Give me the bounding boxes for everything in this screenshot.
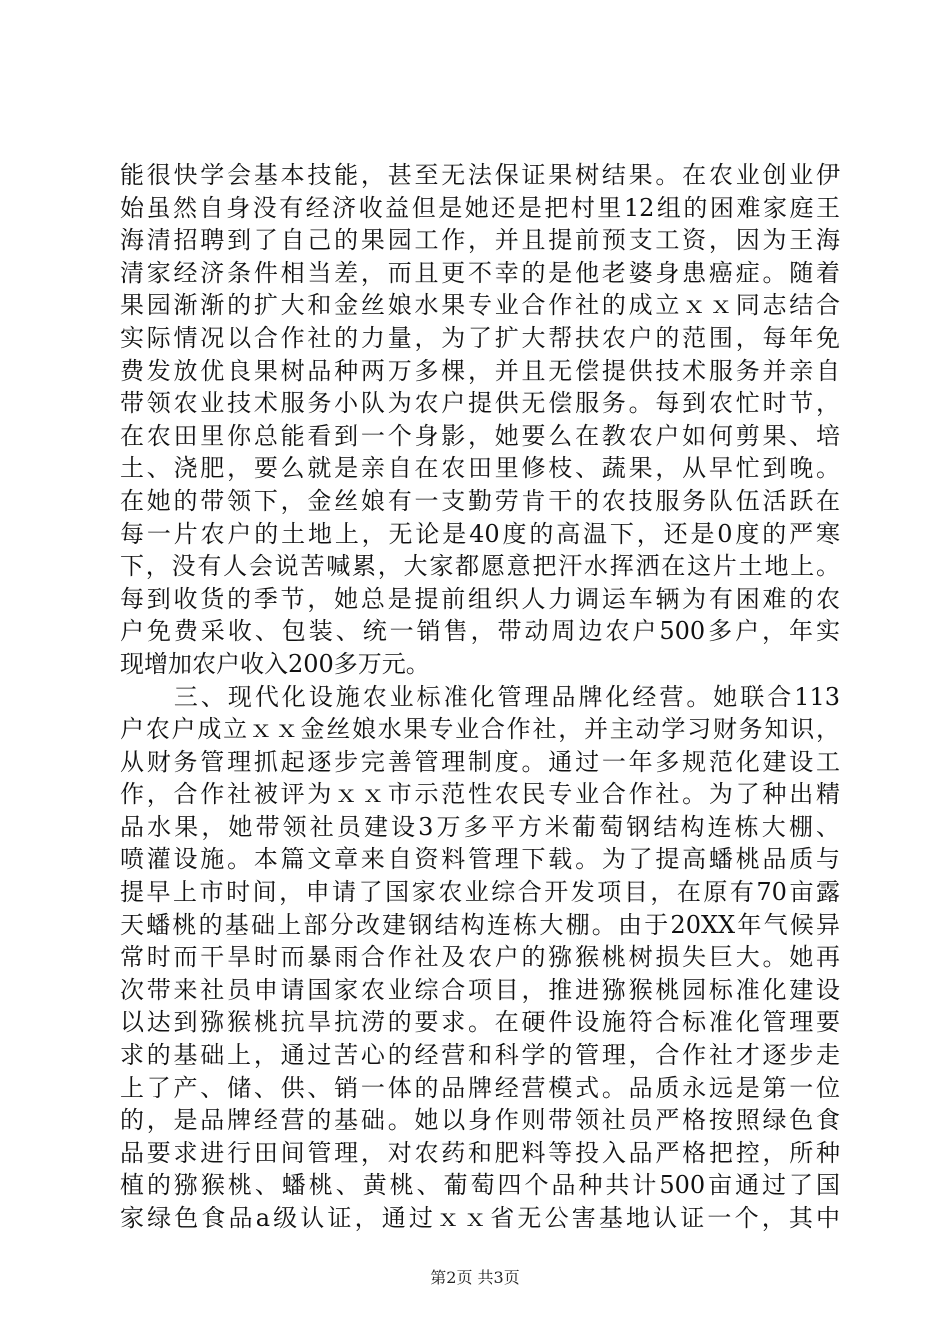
text-line: 求的基础上，通过苦心的经营和科学的管理，合作社才逐步走	[120, 1041, 840, 1070]
text-line: 海清招聘到了自己的果园工作，并且提前预支工资，因为王海	[120, 226, 840, 255]
text-line: 品水果，她带领社员建设3万多平方米葡萄钢结构连栋大棚、	[120, 812, 840, 841]
text-line: 实际情况以合作社的力量，为了扩大帮扶农户的范围，每年免	[120, 323, 840, 352]
text-line: 土、浇肥，要么就是亲自在农田里修枝、蔬果，从早忙到晚。	[120, 454, 840, 483]
text-line: 作，合作社被评为ｘｘ市示范性农民专业合作社。为了种出精	[120, 780, 840, 809]
text-line: 提早上市时间，申请了国家农业综合开发项目，在原有70亩露	[120, 878, 840, 907]
text-line: 能很快学会基本技能，甚至无法保证果树结果。在农业创业伊	[120, 161, 840, 189]
text-line: 户农户成立ｘｘ金丝娘水果专业合作社，并主动学习财务知识，	[120, 715, 840, 744]
text-line: 品要求进行田间管理，对农药和肥料等投入品严格把控，所种	[120, 1138, 840, 1167]
text-line: 每一片农户的土地上，无论是40度的高温下，还是0度的严寒	[120, 519, 840, 548]
text-line: 次带来社员申请国家农业综合项目，推进猕猴桃园标准化建设	[120, 975, 840, 1004]
text-line: 费发放优良果树品种两万多棵，并且无偿提供技术服务并亲自	[120, 356, 840, 385]
text-line: 清家经济条件相当差，而且更不幸的是他老婆身患癌症。随着	[120, 258, 840, 287]
text-line: 从财务管理抓起逐步完善管理制度。通过一年多规范化建设工	[120, 747, 840, 776]
text-line: 上了产、储、供、销一体的品牌经营模式。品质永远是第一位	[120, 1073, 840, 1102]
text-line: 的，是品牌经营的基础。她以身作则带领社员严格按照绿色食	[120, 1106, 840, 1135]
text-line: 喷灌设施。本篇文章来自资料管理下载。为了提高蟠桃品质与	[120, 845, 840, 874]
text-line: 在她的带领下，金丝娘有一支勤劳肯干的农技服务队伍活跃在	[120, 486, 840, 515]
text-line: 天蟠桃的基础上部分改建钢结构连栋大棚。由于20XX年气候异	[120, 910, 840, 939]
text-line: 始虽然自身没有经济收益但是她还是把村里12组的困难家庭王	[120, 193, 840, 222]
text-line: 下，没有人会说苦喊累，大家都愿意把汗水挥洒在这片土地上。	[120, 552, 840, 581]
body-text	[120, 159, 840, 1235]
text-line: 在农田里你总能看到一个身影，她要么在教农户如何剪果、培	[120, 421, 840, 450]
text-line: 三、现代化设施农业标准化管理品牌化经营。她联合113	[120, 682, 840, 711]
text-line: 以达到猕猴桃抗旱抗涝的要求。在硬件设施符合标准化管理要	[120, 1008, 840, 1037]
text-line: 现增加农户收入200多万元。	[120, 649, 430, 678]
text-line: 家绿色食品a级认证，通过ｘｘ省无公害基地认证一个，其中	[120, 1204, 840, 1232]
text-line: 植的猕猴桃、蟠桃、黄桃、葡萄四个品种共计500亩通过了国	[120, 1171, 840, 1200]
page-footer: 第2页 共3页	[430, 1268, 520, 1287]
text-line: 常时而干旱时而暴雨合作社及农户的猕猴桃树损失巨大。她再	[120, 943, 840, 972]
text-line: 户免费采收、包装、统一销售，带动周边农户500多户，年实	[120, 617, 840, 646]
text-line: 果园渐渐的扩大和金丝娘水果专业合作社的成立ｘｘ同志结合	[120, 291, 840, 320]
text-line: 每到收货的季节，她总是提前组织人力调运车辆为有困难的农	[120, 584, 840, 613]
text-line: 带领农业技术服务小队为农户提供无偿服务。每到农忙时节，	[120, 389, 840, 418]
